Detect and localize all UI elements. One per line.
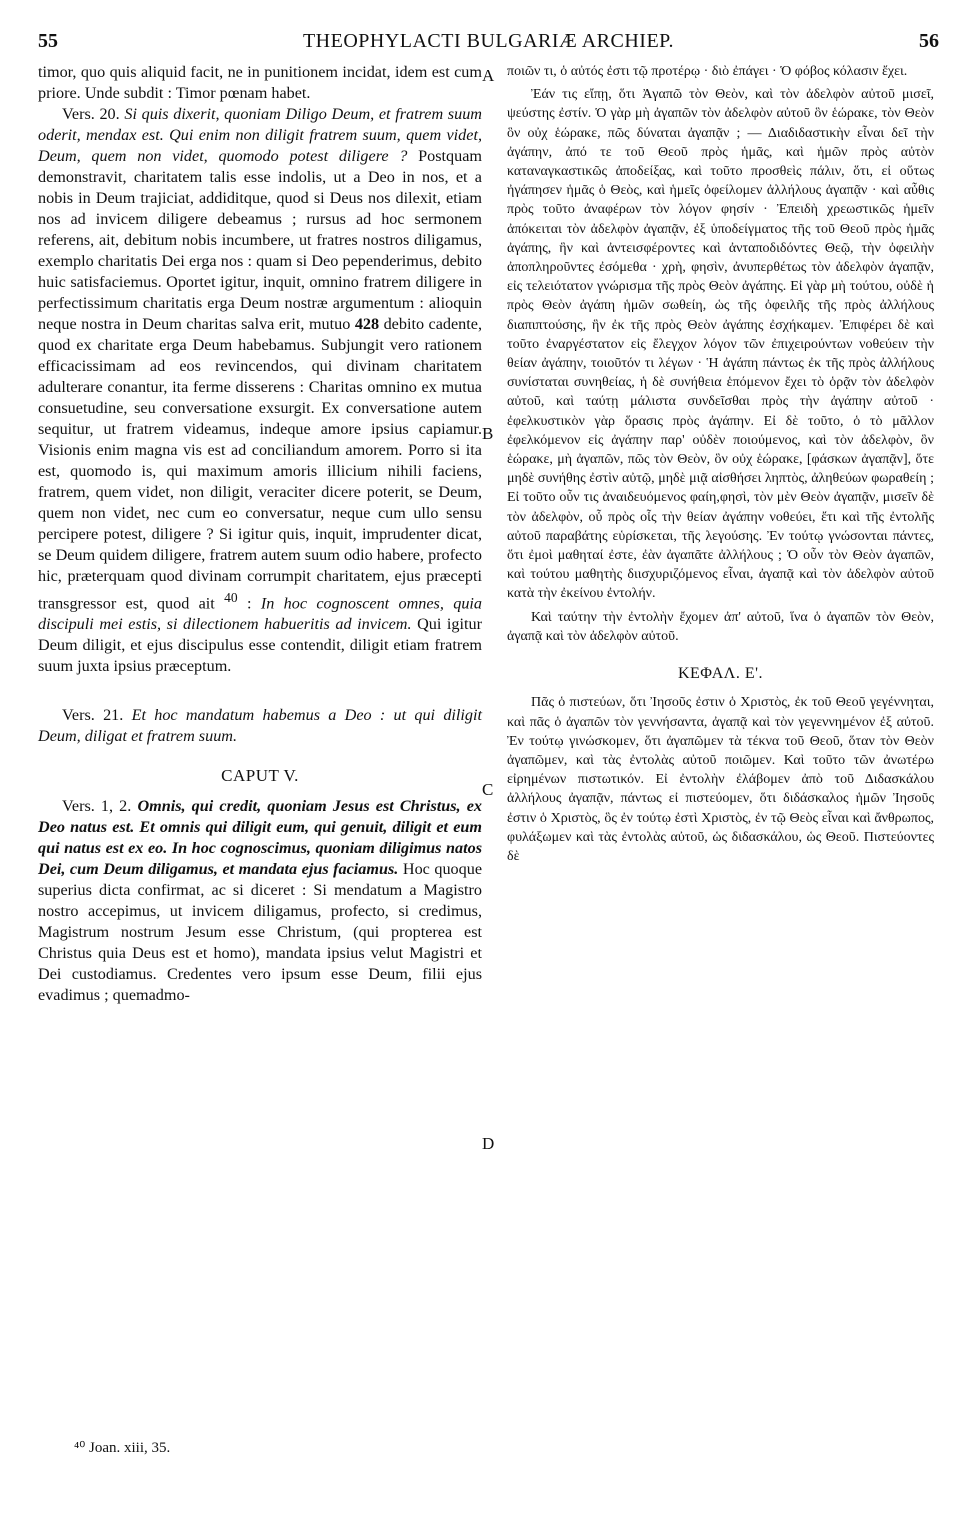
footnote: ⁴⁰ Joan. xiii, 35. (74, 1440, 171, 1456)
chapter-heading-greek: ΚΕΦΑΛ. Ε'. (677, 665, 764, 683)
latin-paragraph-1: timor, quo quis aliquid facit, ne in punitionem incidat, idem est cum priore. Unde subdit : Timor pœnam habet. (38, 63, 482, 102)
verse-label: Vers. 1, 2. (62, 797, 132, 816)
margin-marker-d: D (482, 1134, 495, 1153)
greek-paragraph-2: Ἐάν τις εἴπῃ, ὅτι Ἀγαπῶ τὸν Θεὸν, καὶ τὸν ἀδελφὸν αὐτοῦ μισεῖ, ψεύστης ἐστίν. Ὁ γὰρ μὴ ἀγαπῶν τὸν ἀδελφὸν αὐτοῦ ὃν ἑώρακε, τὸν Θεὸν ὃν οὐχ ἑώρακε, πῶς δύναται ἀγαπᾷν ; — Διαδιδαστικὴν εἶναι δεῖ τὴν ἀγάπην, ἀπό τε τοῦ Θεοῦ πρὸς ἡμᾶς, καὶ ἡμῶν πρὸς αὐτὸν καταναγκαστικῶς ἀποδείξας, καὶ τοῦτο προσθεὶς πάλιν, ὅτι, εἰ οὕτως ἠγάπησεν ἡμᾶς ὁ Θεὸς, καὶ ἡμεῖς ὀφείλομεν ἀλλήλους ἀγαπᾷν · καὶ αὖθις πρὸς τοῦτο ἀναφέρων τὸν λόγον φησίν · Ἐπειδὴ χρεωστικῶς ἡμεῖν ἀπόκειται τὸν ἀδελφὸν ἀγαπᾷν, ἐξ ὑποδείγματος τῆς τοῦ Θεοῦ πρὸς ἡμᾶς ἀγάπης, ἣν καὶ ἀντεισφέροντες καὶ ἀνταποδιδόντες Θεῷ, τὴν ὀφειλὴν ἀποπληροῦντες ἐσόμεθα · χρὴ, φησὶν, ἀνυπερθέτως τὸν ἀδελφὸν ἀγαπᾷν, εἰς τελειότατον γνώρισμα τῆς πρὸς Θεὸν ἀγάπης. Εἰ γὰρ μὴ τούτου, οὐδὲ ἡ πρὸς Θεὸν ἀγάπη ἡμῶν σωθείη, ὡς τῆς ὀφειλῆς τῆς πρὸς ἀλλήλους διαπιπτούσης, ἣν ἐκ τῆς πρὸς Θεὸν ἀγάπης ἐσχήκαμεν. Ἐπιφέρει δὲ καὶ τοῦτο ἐναργέστατον εἰς ἔλεγχον λόγον τῶν ἐπιχειρούντων νοθεύειν τὴν θείαν ἀγάπην, τοιοῦτόν τι λέγων · Ἡ ἀγάπη πάντως ἐκ τῆς πρὸς ἀλλήλους συνίσταται συνηθείας, ἡ δὲ συνήθεια ἑπόμενον ἔχει τὸ ὁρᾷν τὸν ἀδελφὸν αὐτοῦ, καὶ ταύτῃ μάλιστα συνδεῖσθαι πρὸς τὴν ἀγάπην αὐτοῦ · ἐφελκυστικὸν γὰρ ὅρασις πρὸς ἀγάπην. Εἰ δὲ τοῦτο, ὁ τὸ μᾶλλον ἐφελκόμενον εἰς ἀγάπην παρ' οὐδὲν ποιούμενος, καὶ τὸν ἀδελφὸν, ὃν ἑώρακε, μὴ ἀγαπῶν, πῶς τὸν Θεὸν, ὃν οὐχ ἑώρακε, [φάσκων ἀγαπᾷν], ὅτε μηδὲ συνήθης ἐστὶν αὐτῷ, μηδὲ μιᾷ αἰσθήσει ληπτὸς, ἀληθεύων φωραθείη ; Εἰ τοῦτο οὖν τις ἀναιδευόμενος φαίη,φησὶ, τὸν μὲν Θεὸν ἀγαπᾷν, μισεῖν δὲ τὸν ἀδελφὸν, οὗ πρὸς οἷς τὴν θείαν ἀγάπην νοθεύει, ἔτι καὶ τῆς ἐντολῆς αὐτοῦ παραβάτης εὑρίσκεται, τῆς λεγούσης. Ἐν τούτῳ γνώσονται πάντες, ὅτι ἐμοὶ μαθηταί ἐστε, ἐὰν ἀγαπᾶτε ἀλλήλους ; Ὁ οὖν τὸν Θεὸν ἀγαπῶν, καὶ τούτου μαθητὴς διισχυριζόμενος εἶναι, ἀγαπᾷ καὶ τὸν ἀδελφὸν αὐτοῦ κατὰ τὴν ἐκείνου ἐντολήν. (507, 87, 934, 602)
greek-paragraph-4: Πᾶς ὁ πιστεύων, ὅτι Ἰησοῦς ἐστιν ὁ Χριστὸς, ἐκ τοῦ Θεοῦ γεγέννηται, καὶ πᾶς ὁ ἀγαπῶν τὸν γεννήσαντα, ἀγαπᾷ καὶ τὸν γεγεννημένον ἐξ αὐτοῦ. Ἐν τούτῳ γινώσκομεν, ὅτι ἀγαπῶμεν τὰ τέκνα τοῦ Θεοῦ, ὅταν τὸν Θεὸν ἀγαπῶμεν, καὶ τὰς ἐντολὰς αὐτοῦ ποιῶμεν. Καὶ τοῦτο τῶν ἀνωτέρω εἰρημένων πιστωτικόν. Εἰ ἐντολὴν ἐλάβομεν ἀπὸ τοῦ Διδασκάλου ἀλλήλους ἀγαπᾷν, πάντως εἰ πιστεύομεν, ὅτι διδάσκαλος ἡμῶν Ἰησοῦς ἐστιν ὁ Χριστὸς, ὃς ἐν τούτῳ ἐστὶ Χριστὸς, ἐν τῷ Θεὸς εἶναι καὶ ἄνθρωπος, φυλάξωμεν καὶ τὰς ἐντολὰς αὐτοῦ, ὡς διδασκάλου, ὡς Θεοῦ. Πιστεύοντες δὲ (507, 695, 934, 864)
verse-label: Vers. 21. (62, 706, 124, 725)
margin-marker-c: C (482, 780, 494, 799)
page-number-left: 55 (38, 30, 58, 52)
scripture-quote: Si quis dixerit, quoniam Diligo Deum, et fratrem suum oderit, mendax est. Qui enim non diligit fratrem suum, quem videt, Deum, quem non videt, quomodo potest diligere ? (38, 105, 482, 165)
greek-column (507, 62, 934, 866)
verse-label: Vers. 20. (62, 105, 120, 123)
page-header (38, 30, 939, 60)
commentary-text: Hoc quoque superius dicta confirmat, ac si diceret : Si mendatum a Magistro nostro accepimus, ut invicem diligamus, profecto, si credimus, Magistrum nostrum Jesum esse Christum, (qui propterea est Christus quia Deus est et homo), mandata ipsius velut Magistri et Dei custodiamus. Credentes vero ipsum esse Deum, filii ejus evadimus ; quemadmo- (38, 860, 483, 1005)
commentary-text: : (246, 594, 252, 613)
footnote-ref: 40 (224, 590, 238, 605)
scripture-quote: Omnis, qui credit, quoniam Jesus est Christus, ex Deo natus est. Et omnis qui diligit eum, qui genuit, diligit et eum qui natus est ex eo. In hoc cognoscimus, quoniam diligimus natos Dei, cum Deum diligamus, et mandata ejus faciamus. (38, 797, 482, 879)
latin-paragraph-3 (38, 705, 482, 747)
page-number-right: 56 (919, 30, 939, 52)
latin-paragraph-4 (38, 796, 482, 1006)
margin-marker-b: B (482, 424, 494, 443)
scripture-quote: In hoc cognoscent omnes, quia discipuli mei estis, si dilectionem habueritis ad invicem. (38, 594, 483, 634)
commentary-text: debito cadente, quod ex charitate erga Deum habebamus. Subjungit vero rationem efficacissimam ad eos revincendos, qui divinam charitatem adulterare conantur, ita ferme disserens : Charitas omnino ex mutua consuetudine, seu conversatione exsurgit. Ex conversatione autem sequitur, ut fratrem videamus, indeque amore ipsius capiamur. Visionis enim magna vis est ad conciliandum amorem. Porro si ita est, quomodo is, qui maximum amoris illicium nihili faciens, fratrem, quem videt, non diligit, veraciter dicere poterit, se Deum, quem non videt, nec cum eo conversatur, neque cum ullo sensu percipere potest, diligere ? Si igitur quis, inquit, imprudenter dicat, se Deum quidem diligere, fratrem autem suum odio habere, profecto hic, præterquam quod divinam corrumpit charitatem, ejus præcepti transgressor est, quod ait (38, 315, 482, 613)
commentary-text: Qui igitur Deum diligit, et ejus discipulus esse contendit, diligit etiam fratrem suum juxta ipsius præceptum. (38, 615, 483, 676)
column-number: 428 (354, 315, 380, 333)
latin-paragraph-2 (38, 104, 482, 677)
margin-marker-a: A (482, 66, 495, 85)
chapter-heading-latin: CAPUT V. (221, 766, 299, 786)
greek-paragraph-3: Καὶ ταύτην τὴν ἐντολὴν ἔχομεν ἀπ' αὐτοῦ, ἵνα ὁ ἀγαπῶν τὸν Θεὸν, ἀγαπᾷ καὶ τὸν ἀδελφὸν αὐτοῦ. (507, 609, 934, 644)
commentary-text: Postquam demonstravit, charitatem talis esse indolis, ut a Deo in nos, et a nobis in Deum trajiciat, addiditque, quod si Deus nos dilexit, etiam nos ad invicem diligere debeamus ; rursus ad hoc sermonem referens, ait, debitum nobis incumbere, ut fratres nostros diligamus, exemplo charitatis Dei erga nos : quam si Deo pependerimus, debito huic satisfaciemus. Oportet igitur, inquit, omnino fratrem diligere in perfectissimum charitatis erga Deum nostræ argumentum : alioquin neque nostra in Deum charitas salva erit, mutuo (38, 147, 482, 333)
scripture-quote: Et hoc mandatum habemus a Deo : ut qui diligit Deum, diligat et fratrem suum. (38, 706, 482, 746)
latin-column (38, 62, 482, 1006)
running-title: THEOPHYLACTI BULGARIÆ ARCHIEP. (302, 30, 675, 52)
greek-paragraph-1: ποιῶν τι, ὁ αὐτός ἐστι τῷ προτέρῳ · διὸ ἐπάγει · Ὁ φόβος κόλασιν ἔχει. (507, 64, 908, 79)
